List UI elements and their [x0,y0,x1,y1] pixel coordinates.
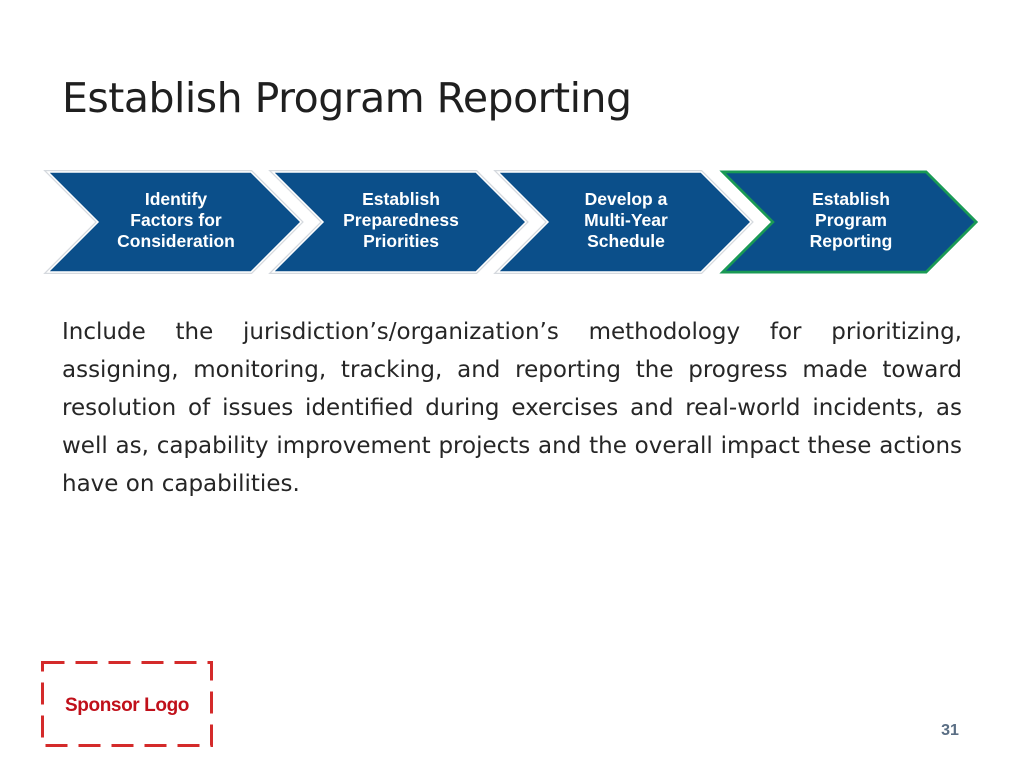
chevron-step-2-label-line-2: Preparedness [343,210,459,230]
chevron-step-1-label-line-1: Identify [144,189,208,209]
body-paragraph: Include the jurisdiction’s/organization’s methodology for prioritizing, assigning, monitoring, tracking, and reporting the progress made toward resolution of issues identified during exercises and real-world incidents, as well as, capability improvement projects and the overall impact these actions have on capabilities. [62,319,962,497]
page-number: 31 [941,722,959,739]
chevron-step-3-label-line-2: Multi-Year [584,210,668,230]
chevron-step-4-label-line-1: Establish [812,189,890,209]
chevron-step-4-label-line-3: Reporting [809,231,893,251]
sponsor-logo-label: Sponsor Logo [65,695,189,716]
chevron-step-4-label-line-2: Program [815,210,887,230]
chevron-step-3-label-line-1: Develop a [584,189,668,209]
chevron-step-3-label-line-3: Schedule [587,231,665,251]
process-flow-diagram [0,0,1024,290]
chevron-step-1-label-line-2: Factors for [130,210,222,230]
chevron-step-2-label-line-3: Priorities [363,231,439,251]
chevron-step-1-label-line-3: Consideration [117,231,235,251]
chevron-step-2-label-line-1: Establish [362,189,440,209]
sponsor-logo-placeholder [41,661,213,747]
slide-title: Establish Program Reporting [62,74,632,122]
